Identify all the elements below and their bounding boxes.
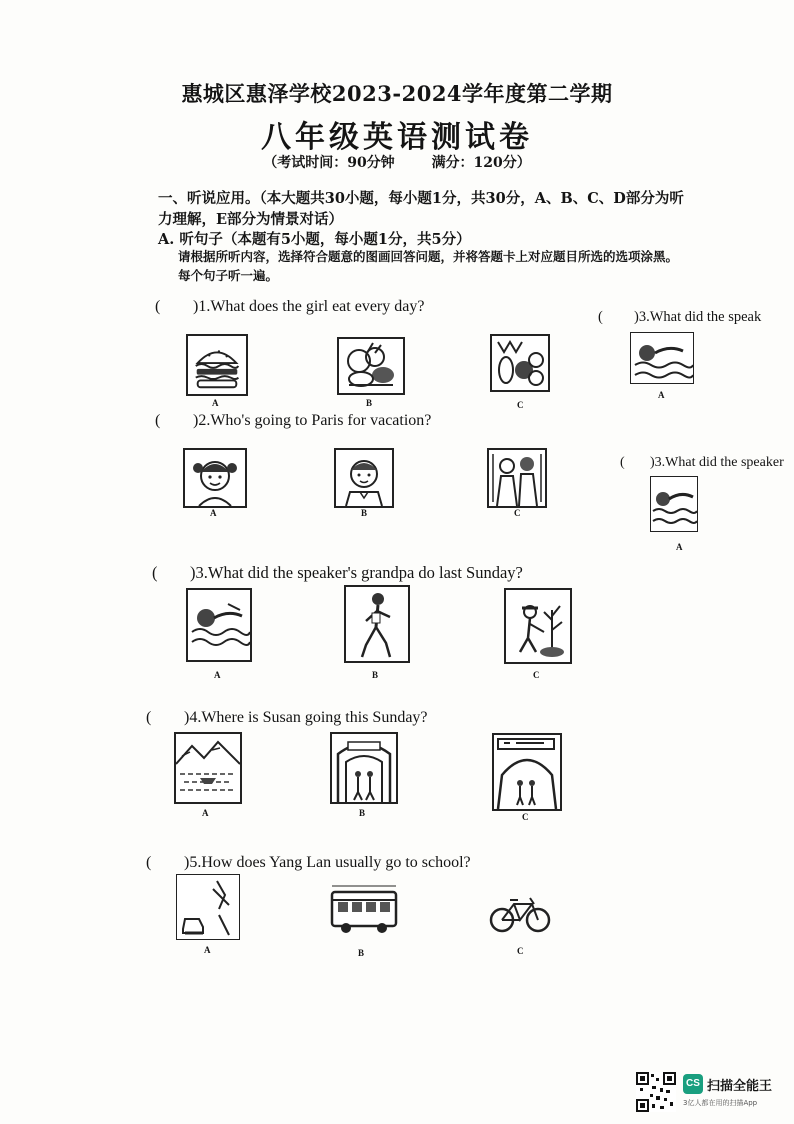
- answer-paren[interactable]: (: [146, 854, 152, 871]
- exam-info: [0, 152, 794, 172]
- running-icon[interactable]: [344, 585, 410, 663]
- school-title: 惠城区惠泽学校2023-2024学年度第二学期: [181, 81, 613, 106]
- question-2: [155, 412, 431, 430]
- option-label: A: [204, 945, 211, 955]
- option-label: C: [522, 812, 529, 822]
- answer-paren[interactable]: (: [152, 563, 158, 582]
- option-label: A: [676, 542, 683, 552]
- instructions: 请根据所听内容，选择符合题意的图画回答问题，并将答题卡上对应题目所选的选项涂黑。每个句子听一遍。: [178, 249, 679, 283]
- hamburger-icon[interactable]: [186, 334, 248, 396]
- planting-tree-icon[interactable]: [504, 588, 572, 664]
- option-label: B: [372, 670, 379, 680]
- question-text: )2.Who's going to Paris for vacation?: [193, 412, 432, 429]
- cave-icon[interactable]: [492, 733, 562, 811]
- question-text: )4.Where is Susan going this Sunday?: [184, 709, 428, 726]
- swimming-icon: [630, 332, 694, 384]
- question-text: )3.What did the speak: [634, 309, 762, 325]
- scanner-tagline: 3亿人都在用的扫描App: [683, 1099, 758, 1107]
- answer-paren: (: [620, 455, 625, 470]
- scanner-logo: CS: [683, 1074, 703, 1094]
- option-label: B: [366, 398, 373, 408]
- qr-code: [636, 1072, 676, 1112]
- mountain-lake-icon[interactable]: [174, 732, 242, 804]
- option-label: C: [517, 400, 524, 410]
- swimming-icon[interactable]: [186, 588, 252, 662]
- answer-paren[interactable]: (: [155, 412, 161, 429]
- vegetables-icon[interactable]: [337, 337, 405, 395]
- exam-title: 八年级英语测试卷: [261, 120, 533, 155]
- bleed-question: [598, 309, 761, 326]
- section-heading: 一、听说应用。（本大题共30小题，每小题1分，共30分，A、B、C、D部分为听力理解，E部分为情景对话）: [158, 190, 684, 228]
- option-label: A: [202, 808, 209, 818]
- answer-paren[interactable]: (: [146, 709, 152, 726]
- question-3: [152, 563, 523, 583]
- bus-icon[interactable]: [330, 882, 398, 938]
- question-text: )3.What did the speaker's grandpa do last Sunday?: [190, 563, 523, 582]
- answer-paren[interactable]: (: [155, 298, 161, 315]
- exam-time: （考试时间：90分钟: [263, 155, 395, 171]
- girl-icon[interactable]: [183, 448, 247, 508]
- option-label: A: [210, 508, 217, 518]
- question-1: [155, 298, 424, 316]
- answer-paren: (: [598, 309, 603, 325]
- exam-score: 满分：120分）: [431, 155, 531, 171]
- question-5: [146, 854, 471, 872]
- option-label: A: [214, 670, 221, 680]
- bleed-question: [620, 455, 784, 471]
- option-label: B: [359, 808, 366, 818]
- fruit-icon[interactable]: [490, 334, 550, 392]
- boy-icon[interactable]: [334, 448, 394, 508]
- option-label: A: [658, 390, 665, 400]
- option-label: C: [517, 946, 524, 956]
- bike-icon[interactable]: [488, 894, 552, 934]
- park-gate-icon[interactable]: [330, 732, 398, 804]
- option-label: B: [358, 948, 365, 958]
- question-4: [146, 709, 428, 727]
- question-text: )3.What did the speaker: [650, 455, 784, 470]
- scanner-app-name: 扫描全能王: [707, 1079, 773, 1094]
- option-label: B: [361, 508, 368, 518]
- part-a-heading: A. 听句子（本题有5小题，每小题1分，共5分）: [158, 231, 471, 248]
- couple-icon[interactable]: [487, 448, 547, 508]
- swimming-icon: [650, 476, 698, 532]
- option-label: C: [533, 670, 540, 680]
- option-label: A: [212, 398, 219, 408]
- question-text: )1.What does the girl eat every day?: [193, 298, 425, 315]
- question-text: )5.How does Yang Lan usually go to school?: [184, 854, 471, 871]
- option-label: C: [514, 508, 521, 518]
- walking-icon[interactable]: [176, 874, 240, 940]
